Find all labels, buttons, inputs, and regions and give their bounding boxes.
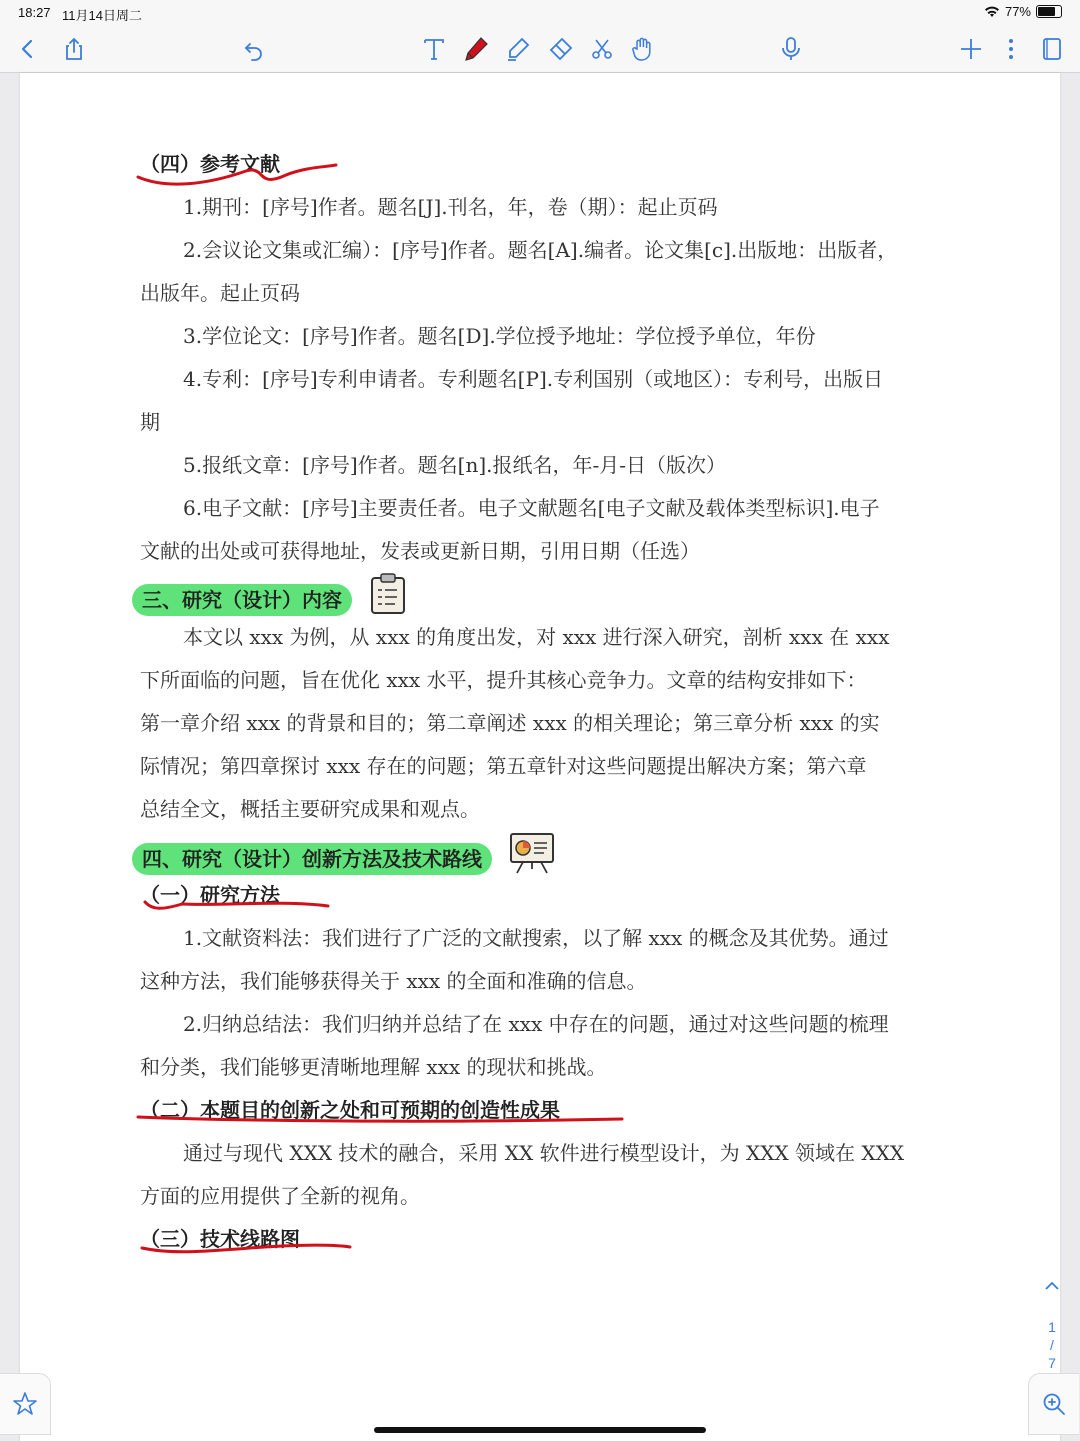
total-pages: 7 — [1048, 1355, 1056, 1371]
text-tool-icon[interactable] — [418, 33, 450, 65]
star-icon — [12, 1391, 38, 1417]
battery-percent: 77% — [1004, 4, 1031, 19]
section-3-para-4: 际情况；第四章探讨 xxx 存在的问题；第五章针对这些问题提出解决方案；第六章 — [140, 754, 867, 778]
section-3-para-3: 第一章介绍 xxx 的背景和目的；第二章阐述 xxx 的相关理论；第三章分析 xxx 的实 — [140, 711, 880, 735]
document-page[interactable] — [20, 73, 1060, 1441]
section-4-heading — [140, 831, 940, 874]
page-up-icon[interactable] — [1038, 1278, 1066, 1296]
section-3-para-1: 本文以 xxx 为例，从 xxx 的角度出发，对 xxx 进行深入研究，剖析 xxx 在 xxx — [183, 625, 890, 649]
innovation-para: 通过与现代 XXX 技术的融合，采用 XX 软件进行模型设计，为 XXX 领域在 XXX — [183, 1141, 905, 1165]
share-icon[interactable] — [58, 33, 90, 65]
highlighter-icon[interactable] — [502, 33, 534, 65]
page-separator: / — [1050, 1337, 1054, 1353]
reference-1: 1.期刊：[序号]作者。题名[J].刊名，年，卷（期）：起止页码 — [183, 195, 718, 219]
method-2: 2.归纳总结法：我们归纳并总结了在 xxx 中存在的问题，通过对这些问题的梳理 — [183, 1012, 889, 1036]
section-3-para-5: 总结全文，概括主要研究成果和观点。 — [140, 797, 480, 821]
pen-icon[interactable] — [460, 33, 492, 65]
method-1-cont: 这种方法，我们能够获得关于 xxx 的全面和准确的信息。 — [140, 969, 647, 993]
reference-4-cont: 期 — [140, 410, 160, 434]
reference-2-cont: 出版年。起止页码 — [140, 281, 300, 305]
add-icon[interactable] — [955, 33, 987, 65]
references-heading — [140, 143, 940, 186]
eraser-icon[interactable] — [544, 33, 576, 65]
page-view-icon[interactable] — [1036, 33, 1068, 65]
subsection-1-heading-text: （一）研究方法 — [140, 883, 280, 907]
status-date: 11月14日周二 — [62, 8, 142, 23]
battery-icon — [1036, 5, 1062, 18]
method-2-cont: 和分类，我们能够更清晰地理解 xxx 的现状和挑战。 — [140, 1055, 607, 1079]
toolbar — [0, 26, 1080, 73]
references-heading-text: （四）参考文献 — [140, 152, 280, 176]
section-3-para-2: 下所面临的问题，旨在优化 xxx 水平，提升其核心竞争力。文章的结构安排如下： — [140, 668, 867, 692]
more-icon[interactable] — [995, 33, 1027, 65]
subsection-3-heading — [140, 1218, 940, 1261]
subsection-2-heading — [140, 1089, 940, 1132]
document-area[interactable] — [0, 73, 1080, 1441]
current-page: 1 — [1048, 1319, 1056, 1335]
subsection-3-heading-text: （三）技术线路图 — [140, 1227, 300, 1251]
section-4-heading-text: 四、研究（设计）创新方法及技术路线 — [132, 843, 492, 875]
section-3-heading — [140, 573, 940, 616]
zoom-in-icon — [1041, 1391, 1067, 1417]
undo-icon[interactable] — [238, 33, 270, 65]
wifi-icon — [984, 6, 1000, 18]
lasso-icon[interactable] — [586, 33, 618, 65]
status-bar — [0, 0, 1080, 26]
reference-2: 2.会议论文集或汇编）：[序号]作者。题名[A].编者。论文集[c].出版地：出版者， — [183, 238, 898, 262]
status-indicators — [984, 4, 1062, 19]
home-indicator[interactable] — [374, 1427, 706, 1433]
reference-5: 5.报纸文章：[序号]作者。题名[n].报纸名，年-月-日（版次） — [183, 453, 727, 477]
subsection-1-heading — [140, 874, 940, 917]
page-content — [140, 143, 940, 1261]
reference-6: 6.电子文献：[序号]主要责任者。电子文献题名[电子文献及载体类型标识].电子 — [183, 496, 880, 520]
section-3-heading-text: 三、研究（设计）内容 — [132, 584, 352, 616]
innovation-para-cont: 方面的应用提供了全新的视角。 — [140, 1184, 420, 1208]
favorite-button[interactable] — [0, 1373, 51, 1435]
status-time: 18:27 — [18, 5, 51, 20]
reference-4: 4.专利：[序号]专利申请者。专利题名[P].专利国别（或地区）：专利号，出版日 — [183, 367, 884, 391]
reference-3: 3.学位论文：[序号]作者。题名[D].学位授予地址：学位授予单位，年份 — [183, 324, 816, 348]
subsection-2-heading-text: （二）本题目的创新之处和可预期的创造性成果 — [140, 1098, 560, 1122]
back-icon[interactable] — [12, 33, 44, 65]
microphone-icon[interactable] — [775, 33, 807, 65]
method-1: 1.文献资料法：我们进行了广泛的文献搜索，以了解 xxx 的概念及其优势。通过 — [183, 926, 889, 950]
zoom-button[interactable] — [1028, 1373, 1079, 1435]
hand-icon[interactable] — [626, 33, 658, 65]
reference-6-cont: 文献的出处或可获得地址，发表或更新日期，引用日期（任选） — [140, 539, 700, 563]
